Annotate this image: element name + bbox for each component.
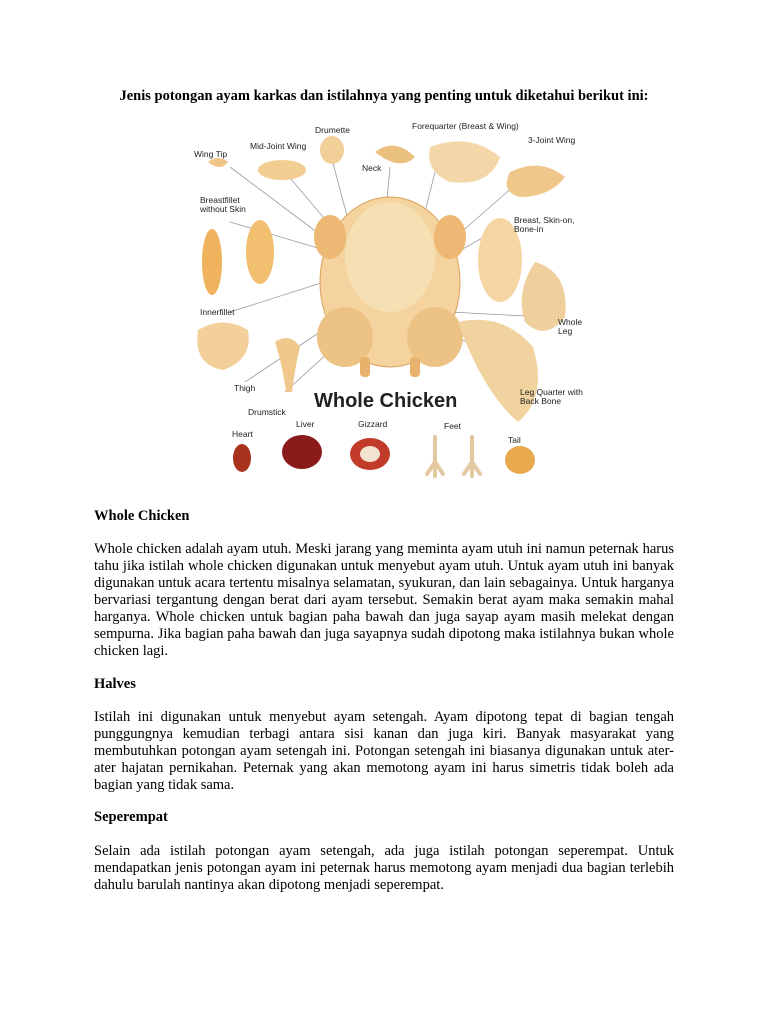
label-whole-leg: Whole Leg	[558, 317, 583, 337]
section-heading-halves: Halves	[94, 676, 136, 692]
label-three-joint-wing: 3-Joint Wing	[528, 135, 576, 145]
section-heading-whole-chicken: Whole Chicken	[94, 508, 190, 524]
page-title: Jenis potongan ayam karkas dan istilahnya yang penting untuk diketahui berikut ini:	[119, 88, 649, 104]
liver-piece	[282, 435, 322, 469]
drumette-piece	[320, 136, 344, 164]
label-drumstick: Drumstick	[248, 407, 286, 417]
label-tail: Tail	[508, 435, 521, 445]
label-breast-skin-on: Breast, Skin-on, Bone-in	[514, 215, 575, 235]
forequarter-piece	[429, 141, 500, 182]
breastfillet-piece-2	[246, 220, 274, 284]
label-gizzard: Gizzard	[358, 419, 388, 429]
label-wing-tip: Wing Tip	[194, 149, 228, 159]
label-innerfillet: Innerfillet	[200, 307, 235, 317]
label-whole-chicken: Whole Chicken	[314, 390, 458, 412]
section-paragraph-halves: Istilah ini digunakan untuk menyebut ayam setengah. Ayam dipotong tepat di bagian tengah punggungnya kemudian terbagi antara sisi kanan dan juga kiri. Banyak masyarakat yang membutuhkan potongan ayam setengah ini. Potongan setengah ini biasanya digunakan untuk ater-ater hajatan pernikahan. Peternak yang akan memotong ayam ini harus simetris tidak boleh ada bagian yang tidak sama.	[94, 709, 674, 793]
label-thigh: Thigh	[234, 383, 256, 393]
neck-piece	[375, 146, 415, 164]
mid-joint-wing-piece	[258, 160, 306, 180]
three-joint-wing-piece	[507, 166, 565, 197]
section-paragraph-whole-chicken: Whole chicken adalah ayam utuh. Meski jarang yang meminta ayam utuh ini namun peternak harus tahu jika istilah whole chicken digunakan untuk menyebut ayam utuh. Untuk ayam utuh ini banyak digunakan untuk acara tertentu misalnya selamatan, syukuran, dan lain sebagainya. Untuk harganya bervariasi tergantung dengan berat dari ayam tersebut. Semakin berat ayam maka semakin mahal harganya. Whole chicken untuk bagian paha bawah dan juga sayap ayam masih melekat dengan sempurna. Jika bagian paha bawah dan juga sayapnya sudah dipotong maka istilahnya bukan whole chicken lagi.	[94, 541, 674, 659]
label-heart: Heart	[232, 429, 253, 439]
label-neck: Neck	[362, 163, 382, 173]
label-mid-joint-wing: Mid-Joint Wing	[250, 141, 307, 151]
innerfillet-piece	[197, 323, 248, 371]
wing-tip-piece	[208, 158, 228, 167]
tail-piece	[505, 446, 535, 474]
section-paragraph-seperempat: Selain ada istilah potongan ayam setengah, ada juga istilah potongan seperempat. Untuk mendapatkan jenis potongan ayam ini peternak harus memotong ayam menjadi dua bagian terlebih dahulu barulah nantinya akan dipotong menjadi seperempat.	[94, 843, 674, 893]
label-liver: Liver	[296, 419, 315, 429]
chicken-cuts-figure	[190, 112, 590, 497]
heart-piece	[233, 444, 251, 472]
label-breastfillet: Breastfillet without Skin	[200, 195, 246, 215]
drumstick-piece	[275, 338, 300, 392]
label-feet: Feet	[444, 421, 462, 431]
label-drumette: Drumette	[315, 125, 350, 135]
label-leg-quarter: Leg Quarter with Back Bone	[520, 387, 583, 407]
whole-chicken-body	[314, 197, 466, 377]
section-heading-seperempat: Seperempat	[94, 809, 168, 825]
breastfillet-piece-1	[202, 229, 222, 295]
feet-piece	[427, 437, 480, 476]
label-forequarter: Forequarter (Breast & Wing)	[412, 121, 519, 131]
